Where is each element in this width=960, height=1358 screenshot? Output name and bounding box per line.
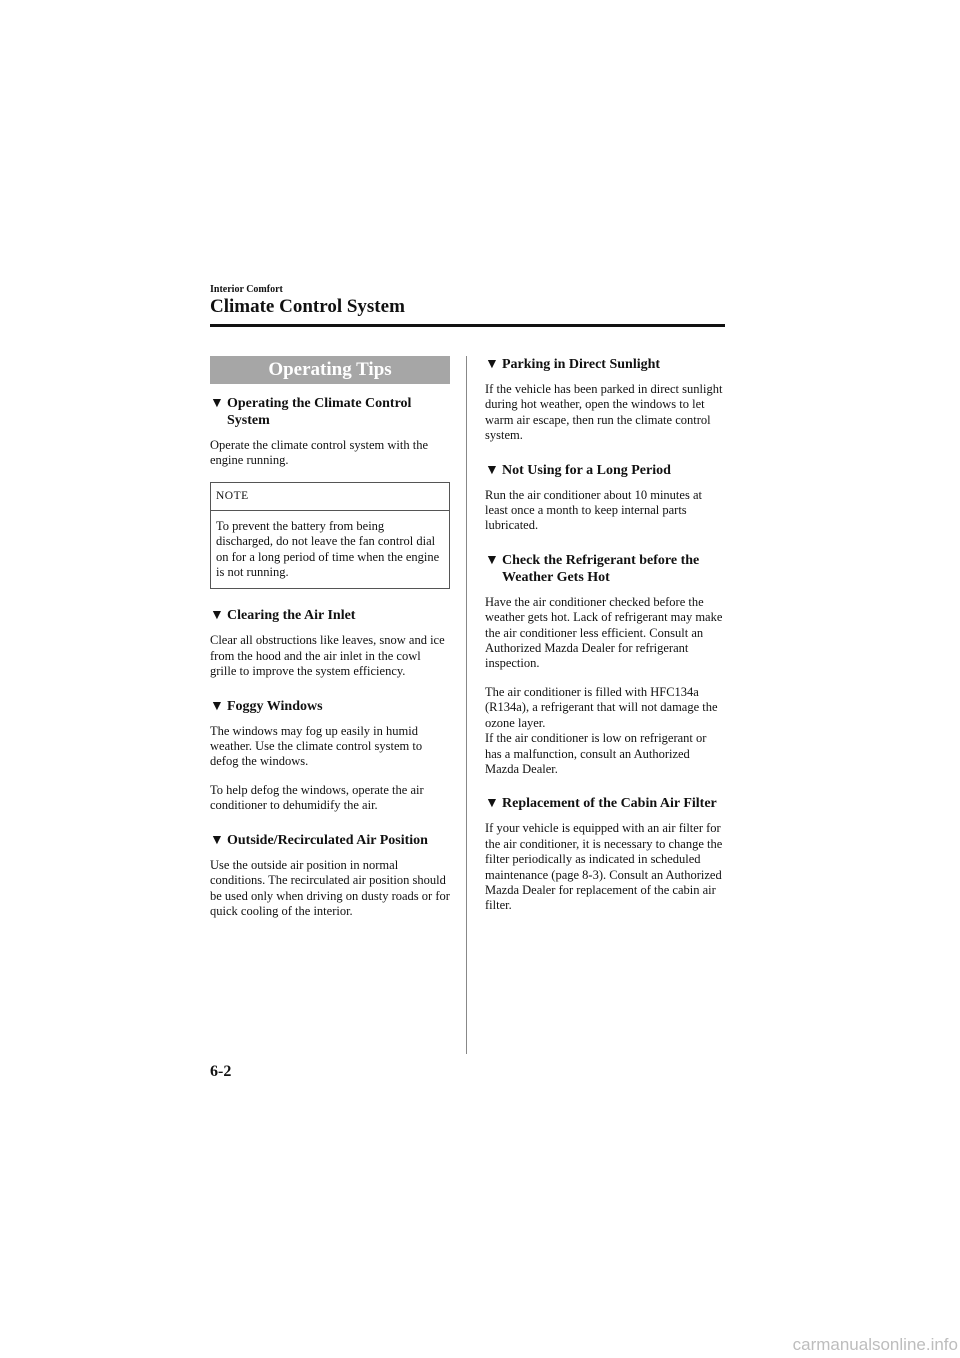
watermark: carmanualsonline.info [792, 1335, 958, 1354]
section-foggy-windows [210, 698, 450, 814]
page-title: Climate Control System [210, 296, 405, 317]
section-heading: ▼ Clearing the Air Inlet [210, 608, 356, 624]
paragraph: To help defog the windows, operate the air conditioner to dehumidify the air. [210, 782, 424, 813]
triangle-down-icon: ▼ [210, 698, 224, 714]
section-operating-climate-control [210, 395, 450, 589]
triangle-down-icon: ▼ [485, 796, 499, 812]
section-check-refrigerant [485, 552, 725, 777]
page-number: 6-2 [210, 1063, 232, 1080]
paragraph: Operate the climate control system with the engine running. [210, 438, 428, 468]
header-rule [210, 324, 725, 327]
section-clearing-air-inlet [210, 607, 450, 679]
operating-tips-banner: Operating Tips [210, 356, 450, 384]
note-box [210, 482, 450, 590]
section-heading: ▼ Replacement of the Cabin Air Filter [485, 796, 717, 812]
section-label: Interior Comfort [210, 284, 283, 295]
paragraph: If your vehicle is equipped with an air filter for the air conditioner, it is necessary to change the filter periodically as indicated in scheduled maintenance (page 8-3). Consult an Authorized Mazda Dealer for replacement of the cabin air filter. [485, 821, 723, 913]
paragraph: If the vehicle has been parked in direct sunlight during hot weather, open the windows to let warm air escape, then run the climate control system. [485, 382, 723, 443]
paragraph: The air conditioner is filled with HFC134a (R134a), a refrigerant that will not damage the ozone layer. If the air conditioner is low on refrigerant or has a malfunction, consult an Authorized Mazda Dealer. [485, 684, 718, 776]
section-heading: ▼ Outside/Recirculated Air Position [210, 832, 428, 848]
triangle-down-icon: ▼ [485, 357, 499, 372]
section-cabin-air-filter [485, 795, 725, 913]
column-right [485, 356, 725, 932]
section-heading: ▼ Parking in Direct Sunlight [485, 357, 661, 372]
paragraph: Clear all obstructions like leaves, snow and ice from the hood and the air inlet in the cowl grille to improve the system efficiency. [210, 633, 445, 679]
section-heading: ▼ Check the Refrigerant before the Weather Gets Hot [485, 552, 700, 585]
section-not-using-long-period [485, 462, 725, 534]
paragraph: Have the air conditioner checked before the weather gets hot. Lack of refrigerant may make the air conditioner less efficient. Consult an Authorized Mazda Dealer for refrigerant inspection. [485, 594, 723, 671]
triangle-down-icon: ▼ [210, 396, 224, 411]
triangle-down-icon: ▼ [210, 832, 224, 848]
triangle-down-icon: ▼ [485, 462, 499, 478]
triangle-down-icon: ▼ [485, 552, 499, 568]
paragraph: Use the outside air position in normal conditions. The recirculated air position should be used only when driving on dusty roads or for quick cooling of the interior. [210, 857, 450, 918]
paragraph: Run the air conditioner about 10 minutes at least once a month to keep internal parts lubricated. [485, 487, 702, 533]
note-label: NOTE [211, 483, 449, 511]
section-parking-direct-sunlight [485, 356, 725, 444]
column-divider [466, 356, 467, 1054]
note-text: To prevent the battery from being discharged, do not leave the fan control dial on for a long period of time when the engine is not running. [216, 518, 440, 580]
section-outside-recirculated-air [210, 832, 450, 920]
triangle-down-icon: ▼ [210, 608, 224, 624]
section-heading: ▼ Foggy Windows [210, 698, 323, 714]
section-heading: ▼ Not Using for a Long Period [485, 462, 671, 478]
paragraph: The windows may fog up easily in humid weather. Use the climate control system to defog the windows. [210, 723, 423, 769]
column-left [210, 356, 450, 937]
section-heading: ▼ Operating the Climate Control System [210, 396, 412, 428]
